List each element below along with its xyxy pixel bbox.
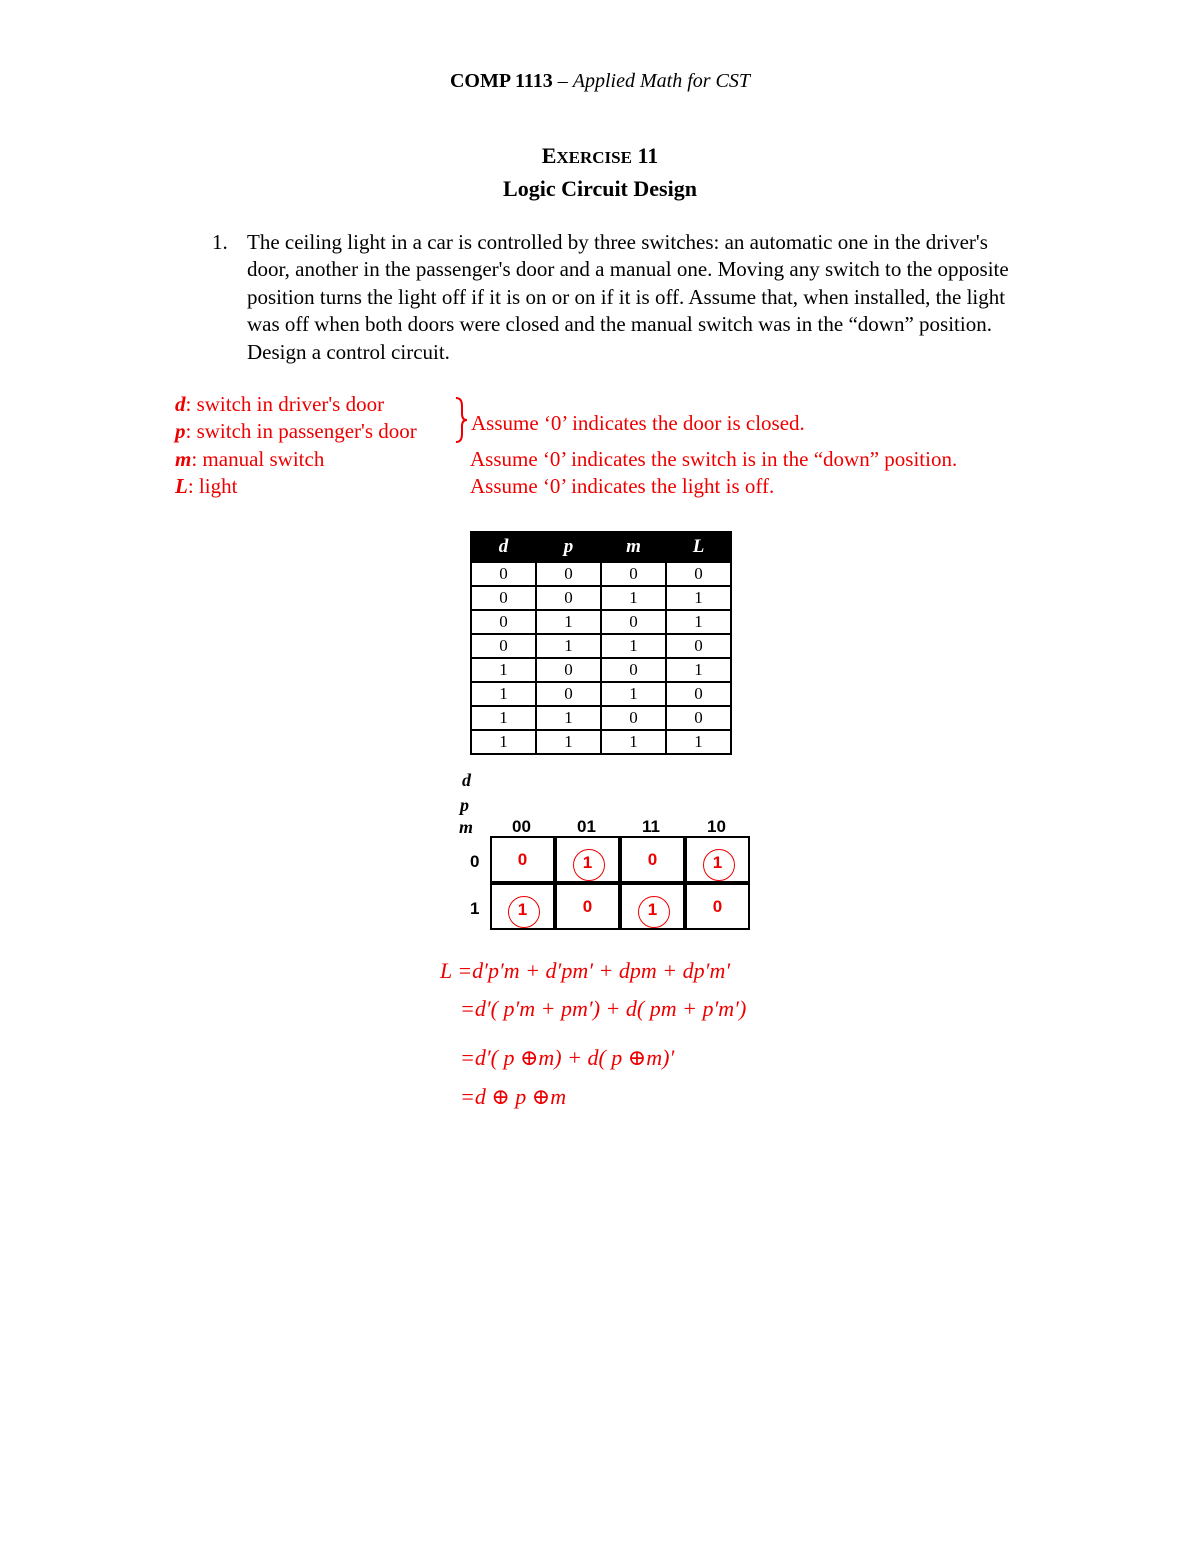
kmap-circle-icon bbox=[638, 896, 670, 928]
table-cell: 1 bbox=[536, 706, 601, 730]
def-var: p bbox=[175, 419, 186, 443]
table-cell: 1 bbox=[471, 730, 536, 754]
kmap-circle-icon bbox=[703, 849, 735, 881]
definition-l bbox=[175, 473, 237, 500]
equation-line-4: =d ⊕ p ⊕m bbox=[460, 1084, 567, 1109]
kmap-cell bbox=[555, 836, 620, 883]
table-row bbox=[471, 586, 731, 610]
exercise-title bbox=[0, 143, 1200, 169]
kmap-cell-value: 0 bbox=[517, 850, 528, 869]
definition-p bbox=[175, 418, 417, 445]
kmap-circle-icon bbox=[508, 896, 540, 928]
table-cell: 0 bbox=[471, 634, 536, 658]
kmap-col-10: 10 bbox=[707, 817, 726, 836]
header-d: d bbox=[471, 532, 536, 562]
equation-line-3: =d′( p ⊕m) + d( p ⊕m)′ bbox=[460, 1045, 675, 1070]
truth-table bbox=[470, 531, 732, 755]
kmap-cell bbox=[620, 883, 685, 930]
table-cell: 0 bbox=[666, 562, 731, 586]
table-row bbox=[471, 706, 731, 730]
table-cell: 1 bbox=[536, 610, 601, 634]
table-cell: 1 bbox=[601, 682, 666, 706]
kmap-row-1: 1 bbox=[470, 899, 480, 918]
table-cell: 0 bbox=[666, 634, 731, 658]
table-cell: 1 bbox=[471, 658, 536, 682]
table-cell: 1 bbox=[601, 586, 666, 610]
equation-line-2: =d′( p′m + pm′) + d( pm + p′m′) bbox=[460, 996, 747, 1021]
table-cell: 0 bbox=[536, 586, 601, 610]
def-desc: : switch in driver's door bbox=[185, 392, 385, 416]
kmap-cell-value: 1 bbox=[582, 853, 593, 872]
definition-m bbox=[175, 446, 324, 473]
question-text: The ceiling light in a car is controlled by three switches: an automatic one in the driver's door, another in the passenger's door and a manual one. Moving any switch to the opposite position turns the light off if it is on or on if it is off. Assume that, when installed, the light was off when both doors were closed and the manual switch was in the “down” position. Design a control circuit. bbox=[247, 230, 1009, 364]
question-number: 1. bbox=[212, 230, 228, 254]
table-row bbox=[471, 634, 731, 658]
def-desc: : switch in passenger's door bbox=[185, 419, 417, 443]
exercise-number: 11 bbox=[631, 143, 659, 168]
table-row bbox=[471, 610, 731, 634]
table-cell: 0 bbox=[536, 562, 601, 586]
kmap-cell-value: 1 bbox=[647, 900, 658, 919]
def-desc: : light bbox=[187, 474, 238, 498]
header-m: m bbox=[601, 532, 666, 562]
kmap-cell bbox=[555, 883, 620, 930]
header-l: L bbox=[666, 532, 731, 562]
table-cell: 1 bbox=[666, 610, 731, 634]
table-cell: 0 bbox=[471, 562, 536, 586]
kmap-col-00: 00 bbox=[512, 817, 531, 836]
exercise-subtitle: Logic Circuit Design bbox=[503, 176, 697, 201]
def-var: m bbox=[175, 447, 192, 471]
kmap-var-m: m bbox=[459, 817, 474, 837]
table-cell: 1 bbox=[666, 730, 731, 754]
kmap-cell bbox=[490, 836, 555, 883]
kmap-var-p: p bbox=[460, 795, 469, 815]
kmap-circle-icon bbox=[573, 849, 605, 881]
table-cell: 1 bbox=[536, 730, 601, 754]
equation-line-1: L =d′p′m + d′pm′ + dpm + dp′m′ bbox=[440, 958, 731, 983]
assumption-switch: Assume ‘0’ indicates the switch is in the “down” position. bbox=[470, 447, 958, 471]
table-cell: 1 bbox=[471, 706, 536, 730]
table-cell: 1 bbox=[536, 634, 601, 658]
exercise-word: XERCISE bbox=[556, 148, 632, 167]
kmap-cell bbox=[685, 836, 750, 883]
kmap-row-0: 0 bbox=[470, 852, 480, 871]
def-var: L bbox=[175, 474, 188, 498]
assumption-light: Assume ‘0’ indicates the light is off. bbox=[470, 474, 775, 498]
kmap-cell-value: 1 bbox=[517, 900, 528, 919]
table-cell: 0 bbox=[536, 682, 601, 706]
definition-d bbox=[175, 391, 384, 418]
header-p: p bbox=[536, 532, 601, 562]
page-header bbox=[0, 70, 1200, 93]
table-cell: 0 bbox=[601, 562, 666, 586]
table-cell: 1 bbox=[601, 730, 666, 754]
table-cell: 1 bbox=[471, 682, 536, 706]
kmap-cell-value: 0 bbox=[647, 850, 658, 869]
kmap-cell bbox=[620, 836, 685, 883]
table-cell: 0 bbox=[601, 610, 666, 634]
exercise-first-letter: E bbox=[541, 143, 557, 168]
table-cell: 0 bbox=[601, 706, 666, 730]
truth-table-header bbox=[471, 532, 731, 562]
kmap-cell bbox=[685, 883, 750, 930]
brace-icon bbox=[450, 396, 470, 444]
kmap-col-11: 11 bbox=[642, 817, 660, 836]
table-row bbox=[471, 682, 731, 706]
kmap-cell-value: 1 bbox=[712, 853, 723, 872]
table-cell: 0 bbox=[666, 706, 731, 730]
table-cell: 0 bbox=[471, 610, 536, 634]
kmap-col-01: 01 bbox=[577, 817, 596, 836]
table-cell: 0 bbox=[666, 682, 731, 706]
table-cell: 0 bbox=[601, 658, 666, 682]
table-row bbox=[471, 730, 731, 754]
kmap-var-d: d bbox=[462, 770, 471, 790]
course-subtitle: Applied Math for CST bbox=[572, 70, 751, 92]
table-cell: 1 bbox=[666, 658, 731, 682]
def-desc: : manual switch bbox=[191, 447, 325, 471]
kmap-cell-value: 0 bbox=[582, 897, 593, 916]
table-row bbox=[471, 658, 731, 682]
table-cell: 0 bbox=[471, 586, 536, 610]
kmap-cell-value: 0 bbox=[712, 897, 723, 916]
table-cell: 0 bbox=[536, 658, 601, 682]
kmap-cell bbox=[490, 883, 555, 930]
table-cell: 1 bbox=[666, 586, 731, 610]
def-var: d bbox=[175, 392, 186, 416]
table-cell: 1 bbox=[601, 634, 666, 658]
table-row bbox=[471, 562, 731, 586]
assumption-doors: Assume ‘0’ indicates the door is closed. bbox=[471, 411, 805, 435]
course-code: COMP 1113 bbox=[449, 70, 553, 92]
header-dash: – bbox=[552, 70, 573, 92]
